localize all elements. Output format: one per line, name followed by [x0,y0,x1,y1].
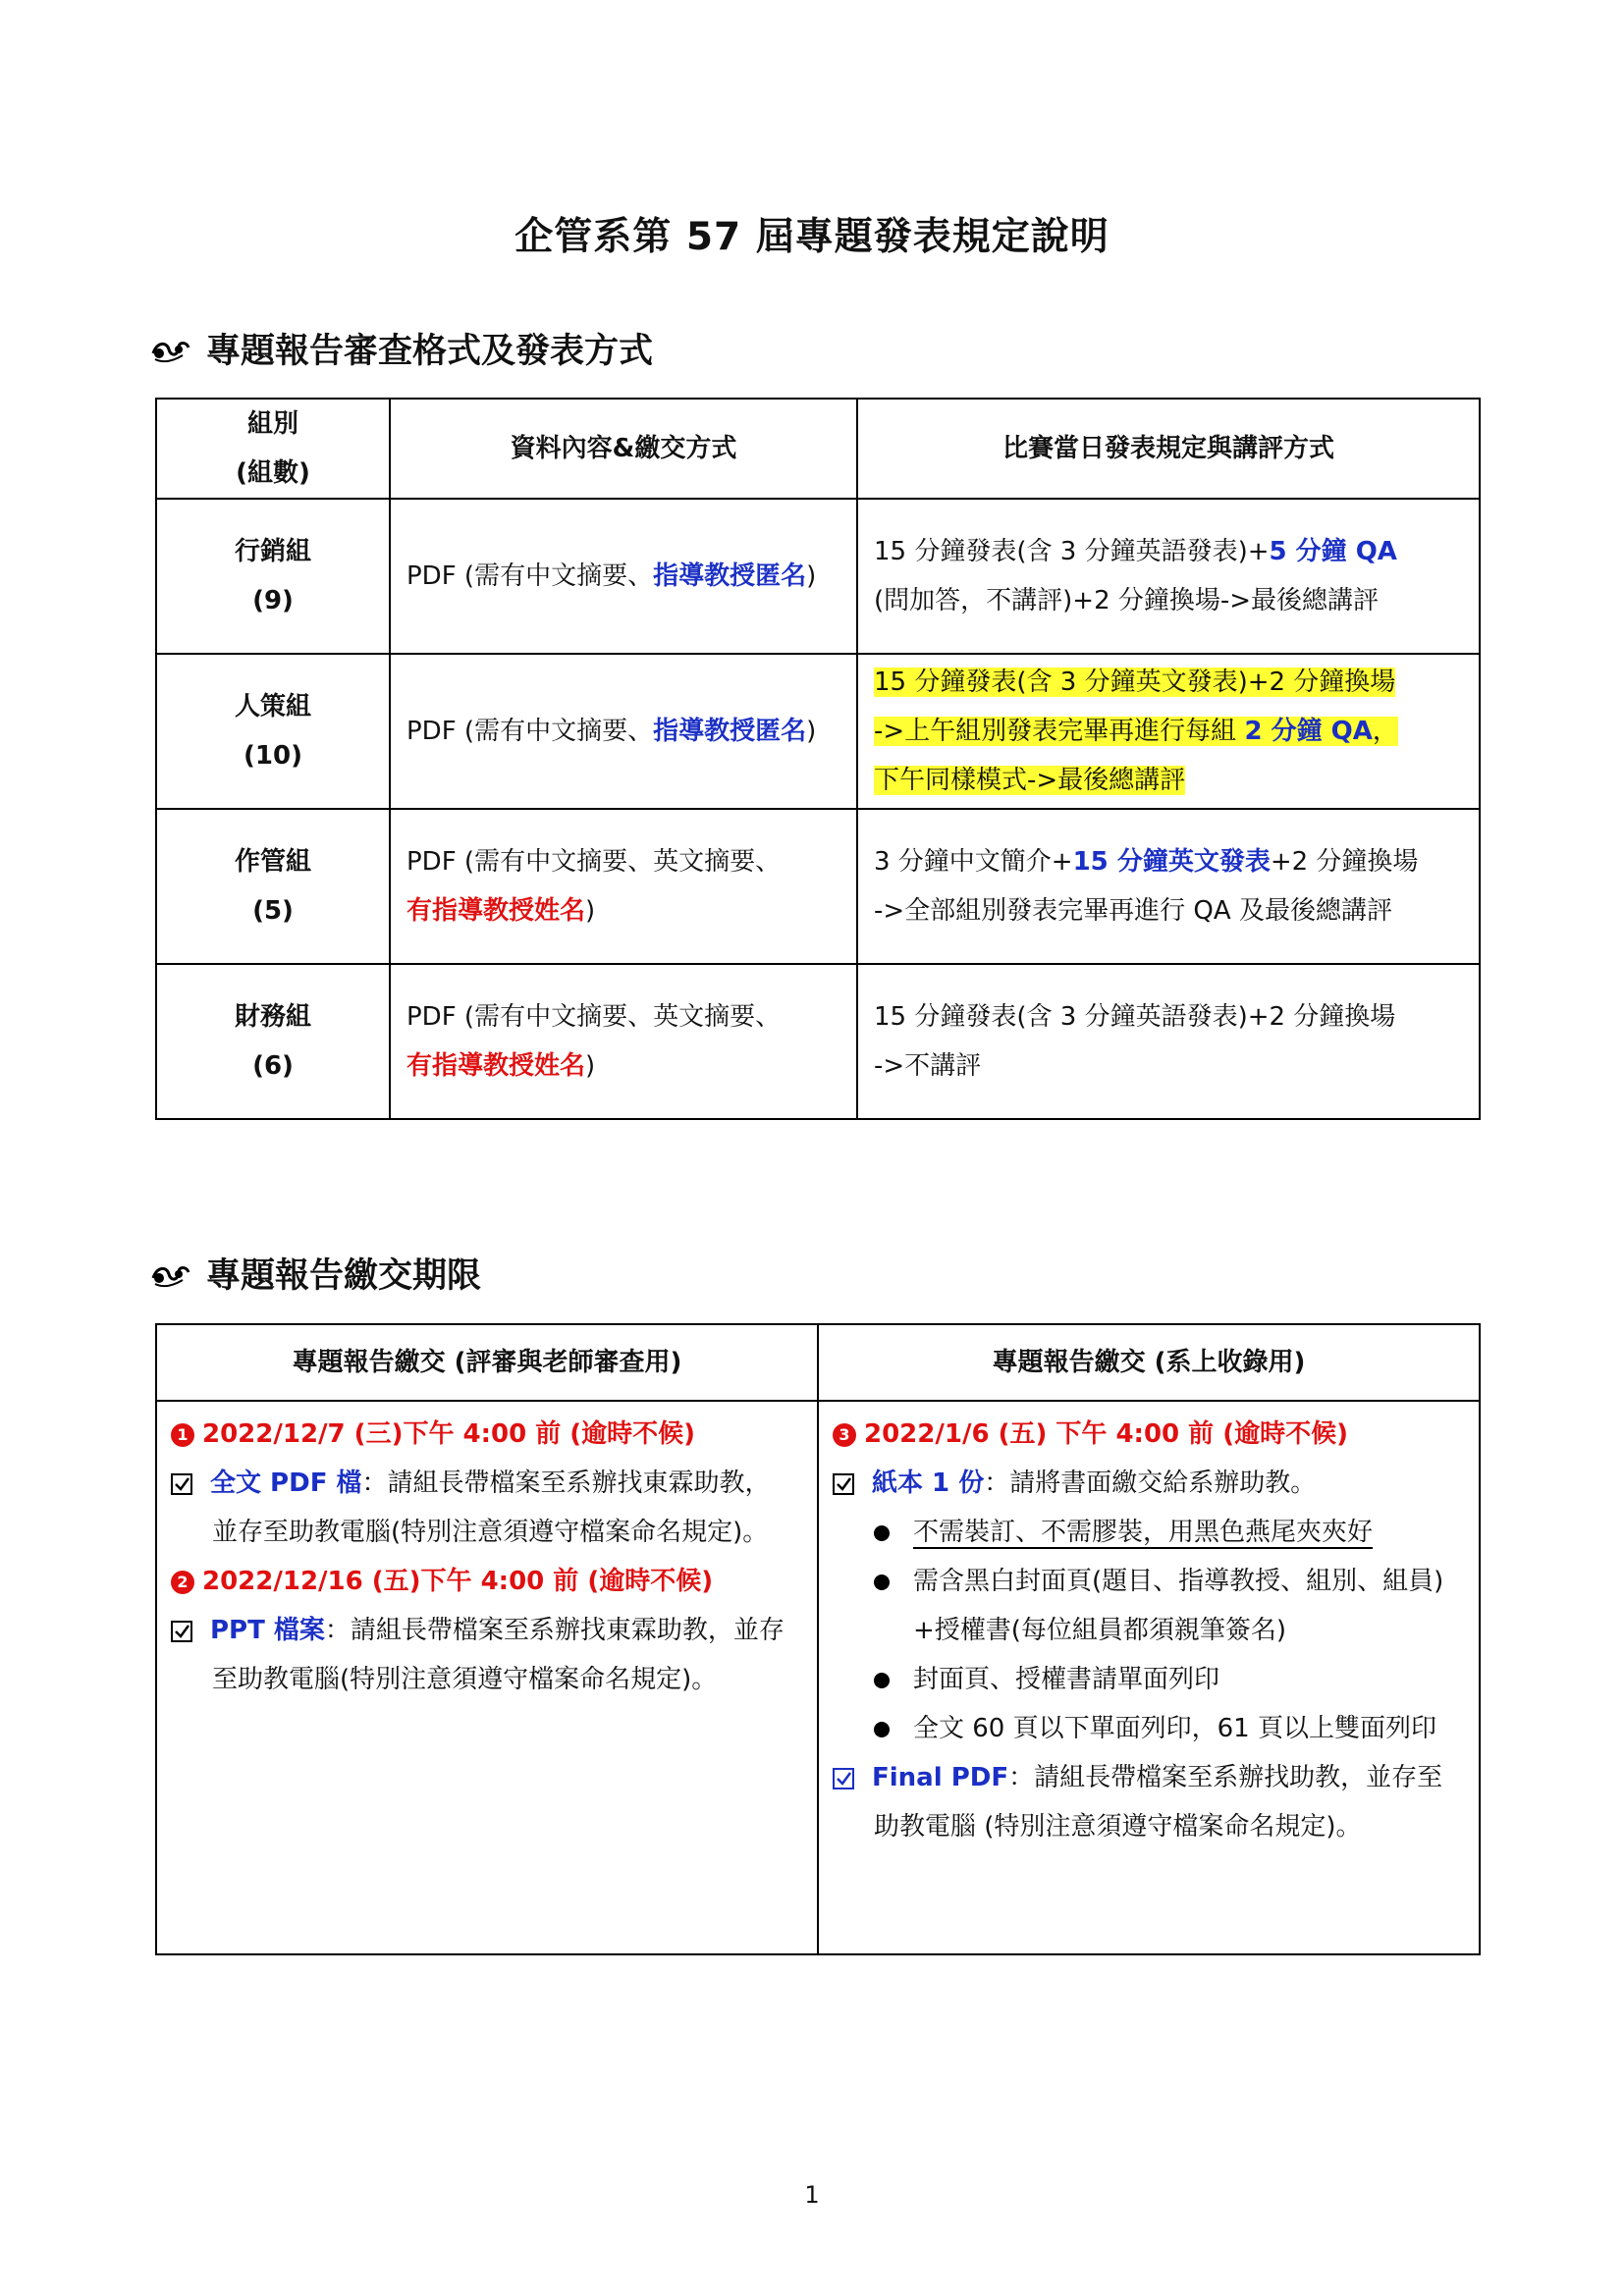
deadline-table [155,1323,1481,1955]
bullet-icon [874,1575,890,1590]
bullet-item: 不需裝訂、不需膠裝，用黑色燕尾夾夾好 [833,1508,1465,1557]
ornament-icon [149,1258,192,1288]
bullet-item: 封面頁、授權書請單面列印 [833,1655,1465,1704]
rule-cell: 3 分鐘中文簡介+15 分鐘英文發表+2 分鐘換場 ->全部組別發表完畢再進行 QA 及最後總講評 [857,809,1480,964]
section-heading-text: 專題報告繳交期限 [206,1256,482,1296]
number-badge-icon: 2 [171,1571,194,1594]
checkbox-checked-icon [833,1473,854,1495]
deadline-2: 2 2022/12/16 (五)下午 4:00 前 (逾時不候) [171,1557,803,1606]
rule-cell: 15 分鐘發表(含 3 分鐘英語發表)+5 分鐘 QA (問加答，不講評)+2 分鐘換場->最後總講評 [857,499,1480,654]
bullet-item: 全文 60 頁以下單面列印，61 頁以上雙面列印 [833,1704,1465,1753]
table-header-row [156,1324,1480,1401]
group-cell: 財務組 (6) [156,964,390,1119]
page-number: 1 [804,2181,820,2209]
checkbox-checked-icon [171,1621,192,1642]
checklist-item: PPT 檔案：請組長帶檔案至系辦找東霖助教，並存 [171,1606,803,1655]
group-cell: 行銷組 (9) [156,499,390,654]
deadline-1: 1 2022/12/7 (三)下午 4:00 前 (逾時不候) [171,1410,803,1459]
rule-cell: 15 分鐘發表(含 3 分鐘英語發表)+2 分鐘換場 ->不講評 [857,964,1480,1119]
table-row [156,499,1480,654]
header-content: 資料內容&繳交方式 [390,399,857,499]
content-cell: PDF (需有中文摘要、英文摘要、 有指導教授姓名) [390,809,857,964]
header-archive: 專題報告繳交 (系上收錄用) [818,1324,1480,1401]
content-cell: PDF (需有中文摘要、英文摘要、 有指導教授姓名) [390,964,857,1119]
bullet-icon [874,1525,890,1541]
group-cell: 人策組 (10) [156,654,390,809]
header-rules: 比賽當日發表規定與講評方式 [857,399,1480,499]
number-badge-icon: 3 [833,1423,856,1447]
bullet-icon [874,1673,890,1688]
content-cell: PDF (需有中文摘要、指導教授匿名) [390,654,857,809]
checkbox-checked-icon [833,1768,854,1789]
section-heading-text: 專題報告審查格式及發表方式 [206,332,654,371]
presentation-format-table [155,398,1481,1120]
bullet-item: 需含黑白封面頁(題目、指導教授、組別、組員) [833,1557,1465,1606]
header-group: 組別 (組數) [156,399,390,499]
table-header-row [156,399,1480,499]
group-cell: 作管組 (5) [156,809,390,964]
ornament-icon [149,334,192,363]
header-review: 專題報告繳交 (評審與老師審查用) [156,1324,818,1401]
table-row [156,964,1480,1119]
page-title: 企管系第 57 屆專題發表規定說明 [514,215,1110,259]
table-row [156,1401,1480,1954]
checklist-item: 全文 PDF 檔：請組長帶檔案至系辦找東霖助教， [171,1459,803,1508]
bullet-icon [874,1722,890,1737]
table-row [156,809,1480,964]
table-row [156,654,1480,809]
checklist-item: Final PDF：請組長帶檔案至系辦找助教，並存至 [833,1753,1465,1802]
checkbox-checked-icon [171,1473,192,1495]
content-cell: PDF (需有中文摘要、指導教授匿名) [390,499,857,654]
number-badge-icon: 1 [171,1423,194,1447]
checklist-item: 紙本 1 份：請將書面繳交給系辦助教。 [833,1459,1465,1508]
archive-column: 3 2022/1/6 (五) 下午 4:00 前 (逾時不候) 紙本 1 份：請將書面繳交給系辦助教。 不需裝訂、不需膠裝，用黑色燕尾夾夾好 需含黑白封面頁(題目、指導教授、組別、組員) +授權書(每位組員都須親筆簽名) 封面頁、授權書請單面列印 全文 60 頁以下單面列印，61 頁以上雙面列印 Final PDF：請組長帶檔案至系辦找助教，並存至 助教電腦 (特別注意須遵守檔案命名規定)。 [818,1401,1480,1954]
deadline-3: 3 2022/1/6 (五) 下午 4:00 前 (逾時不候) [833,1410,1465,1459]
section-heading-deadline [149,1249,481,1298]
rule-cell: 15 分鐘發表(含 3 分鐘英文發表)+2 分鐘換場 ->上午組別發表完畢再進行每組 2 分鐘 QA， 下午同樣模式->最後總講評 [857,654,1480,809]
section-heading-format [149,324,653,373]
review-column: 1 2022/12/7 (三)下午 4:00 前 (逾時不候) 全文 PDF 檔：請組長帶檔案至系辦找東霖助教， 並存至助教電腦(特別注意須遵守檔案命名規定)。 2 2022/12/16 (五)下午 4:00 前 (逾時不候) PPT 檔案：請組長帶檔案至系辦找東霖助教，並存 至助教電腦(特別注意須遵守檔案命名規定)。 [156,1401,818,1954]
